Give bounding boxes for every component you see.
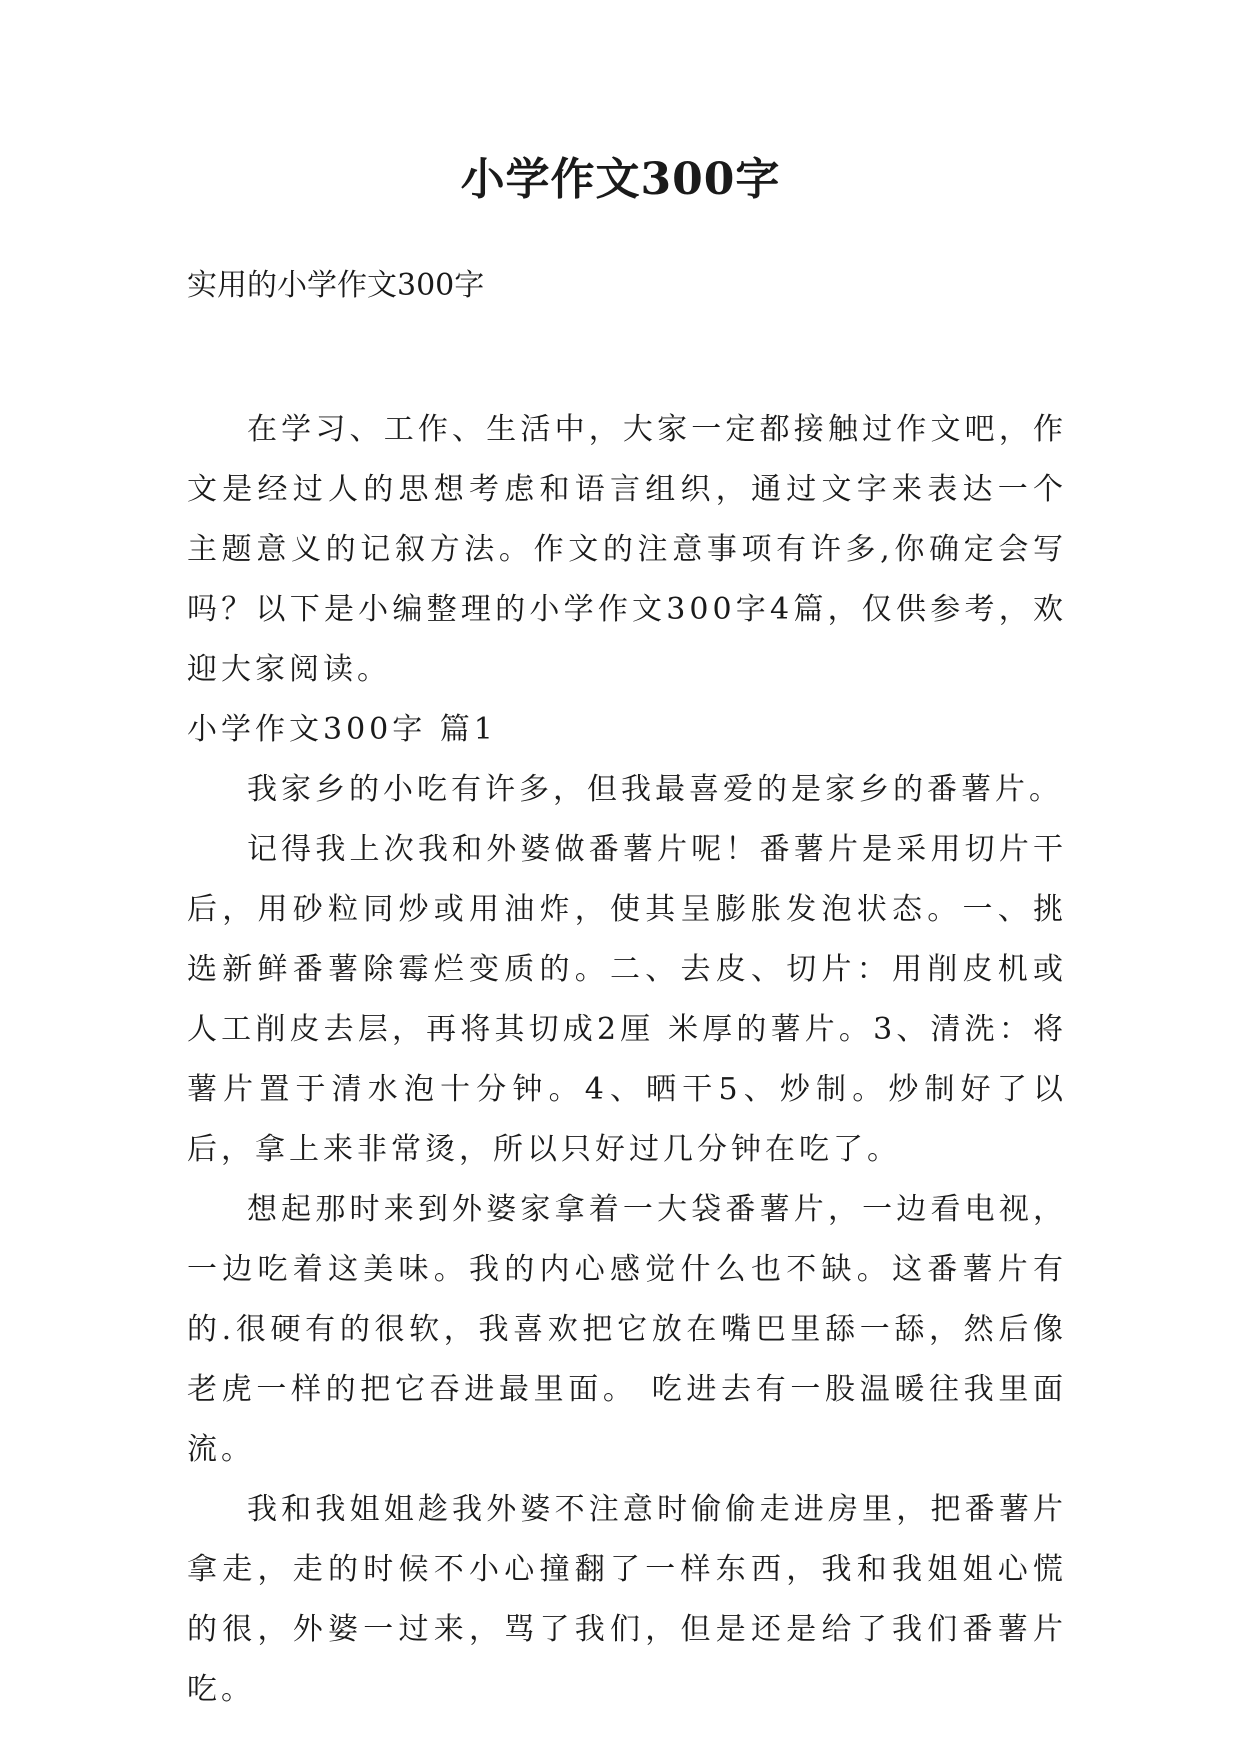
body-paragraph: 想起那时来到外婆家拿着一大袋番薯片，一边看电视，一边吃着这美味。我的内心感觉什么也不缺。这番薯片有的.很硬有的很软，我喜欢把它放在嘴巴里舔一舔，然后像老虎一样的把它吞进最里面。 吃进去有一股温暖往我里面流。 <box>187 1192 1067 1467</box>
document-body <box>187 400 1067 1720</box>
document-subtitle: 实用的小学作文300字 <box>187 268 485 303</box>
intro-paragraph: 在学习、工作、生活中，大家一定都接触过作文吧，作文是经过人的思想考虑和语言组织，通过文字来表达一个主题意义的记叙方法。作文的注意事项有许多,你确定会写吗？以下是小编整理的小学作文300字4篇，仅供参考，欢迎大家阅读。 <box>187 412 1067 687</box>
body-paragraph: 我家乡的小吃有许多，但我最喜爱的是家乡的番薯片。 <box>247 772 1063 807</box>
body-paragraph: 我和我姐姐趁我外婆不注意时偷偷走进房里，把番薯片拿走，走的时候不小心撞翻了一样东西，我和我姐姐心慌的很，外婆一过来，骂了我们，但是还是给了我们番薯片吃。 <box>187 1492 1067 1707</box>
document-title: 小学作文300字 <box>460 154 781 205</box>
section-heading: 小学作文300字 篇1 <box>187 712 497 747</box>
body-paragraph: 记得我上次我和外婆做番薯片呢！番薯片是采用切片干后，用砂粒同炒或用油炸，使其呈膨胀发泡状态。一、挑选新鲜番薯除霉烂变质的。二、去皮、切片：用削皮机或人工削皮去层，再将其切成2厘 米厚的薯片。3、清洗：将薯片置于清水泡十分钟。4、晒干5、炒制。炒制好了以后，拿上来非常烫，所以只好过几分钟在吃了。 <box>187 832 1067 1167</box>
